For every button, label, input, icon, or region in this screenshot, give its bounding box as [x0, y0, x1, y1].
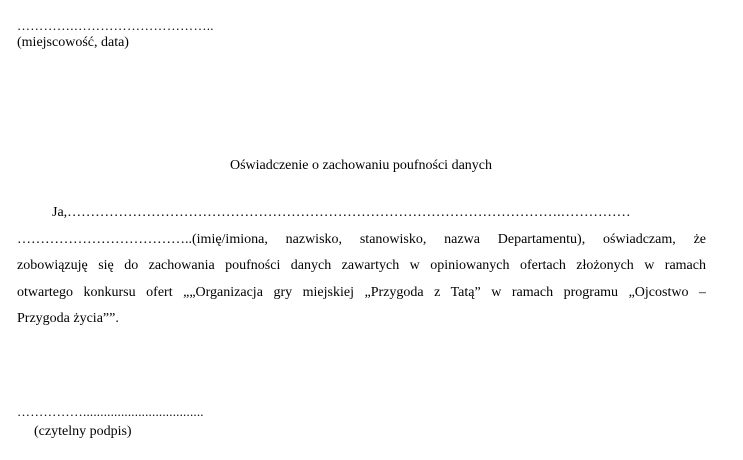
paragraph-line: ………………………………..(imię/imiona, nazwisko, stanowisko, nazwa Departamentu), oświadczam, że	[17, 231, 706, 247]
signature-caption: (czytelny podpis)	[34, 424, 132, 439]
declaration-paragraph	[17, 200, 706, 333]
place-date-dotted-line: ………….…………………………..	[17, 18, 214, 33]
paragraph-line: zobowiązuję się do zachowania poufności danych zawartych w opiniowanych ofertach złożonych w ramach	[17, 258, 706, 273]
signature-dotted-line: ……………...................................	[17, 404, 204, 419]
paragraph-line: otwartego konkursu ofert „„Organizacja gry miejskiej „Przygoda z Tatą” w ramach programu „Ojcostwo –	[17, 284, 706, 300]
document-title: Oświadczenie o zachowaniu poufności danych	[229, 158, 492, 173]
paragraph-line: Przygoda życia””.	[17, 311, 119, 326]
paragraph-line: Ja,…………………………………………………………………………………………….……………	[52, 205, 631, 220]
place-date-caption: (miejscowość, data)	[17, 35, 129, 50]
